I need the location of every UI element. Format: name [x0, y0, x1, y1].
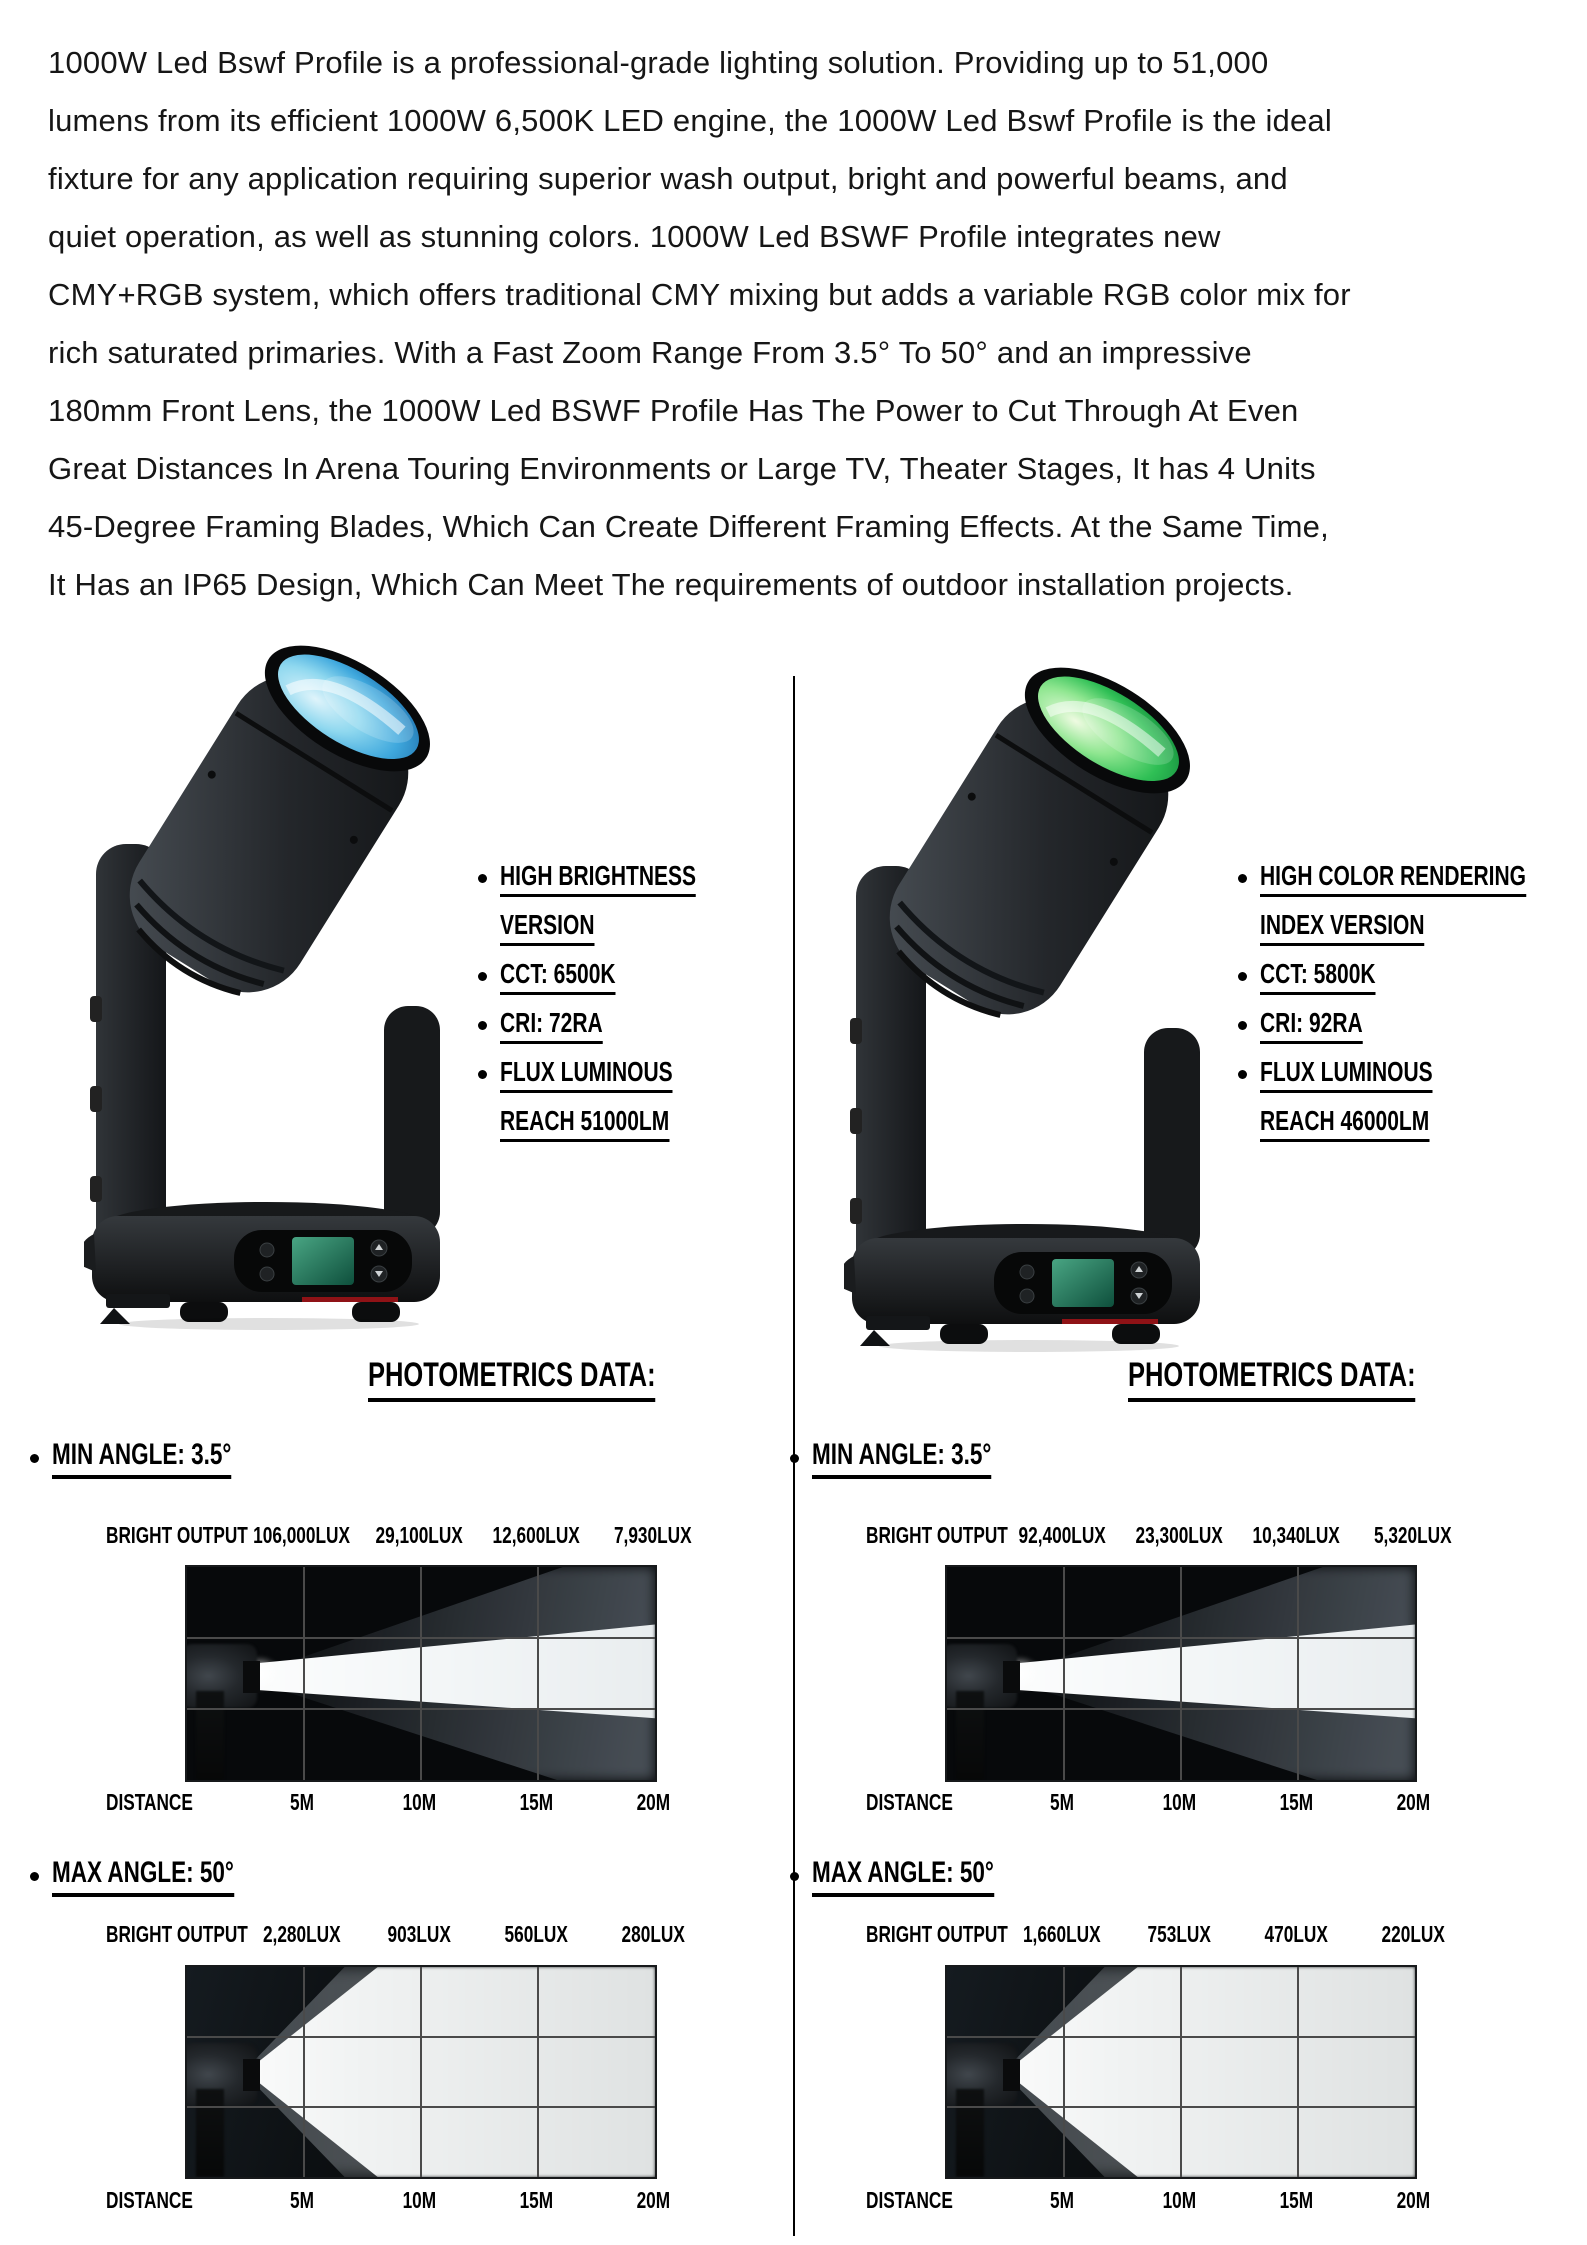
distance-value: 5M [1050, 2187, 1074, 2213]
distance-label: DISTANCE [106, 2187, 193, 2213]
distance-value: 15M [1279, 2187, 1313, 2213]
feature-text: REACH 46000LM [1260, 1105, 1429, 1142]
fixture-image-right [844, 638, 1216, 1353]
beam-diagram-max-right [945, 1965, 1417, 2179]
indicator-strip [302, 1297, 398, 1302]
distance-value: 20M [636, 1789, 670, 1815]
lux-value: 5,320LUX [1374, 1522, 1452, 1548]
feature-text: CRI: 72RA [500, 1007, 603, 1044]
lux-value: 560LUX [504, 1921, 568, 1947]
max-angle-heading-left [30, 1856, 295, 1897]
display-screen [1052, 1259, 1114, 1307]
list-item [1230, 1001, 1550, 1050]
lux-value: 7,930LUX [614, 1522, 692, 1548]
lux-value: 2,280LUX [263, 1921, 341, 1947]
indicator-strip [1062, 1319, 1158, 1324]
intro-line: It Has an IP65 Design, Which Can Meet The requirements of outdoor installation projects. [48, 567, 1294, 602]
display-screen [292, 1237, 354, 1285]
grid-overlay [187, 1967, 655, 2177]
angle-label: MIN ANGLE: 3.5° [812, 1438, 991, 1479]
distance-value: 20M [1396, 2187, 1430, 2213]
enter-button [260, 1267, 274, 1281]
feature-text: REACH 51000LM [500, 1105, 669, 1142]
feature-text: CCT: 6500K [500, 958, 616, 995]
feature-text: FLUX LUMINOUS [500, 1056, 673, 1093]
foot [1112, 1324, 1160, 1344]
distance-value: 5M [290, 1789, 314, 1815]
beam-diagram-min-left [185, 1565, 657, 1782]
grid-overlay [187, 1567, 655, 1780]
bullet-dot-icon [1238, 874, 1247, 883]
lux-value: 470LUX [1264, 1921, 1328, 1947]
lux-value: 1,660LUX [1023, 1921, 1101, 1947]
intro-line: 45-Degree Framing Blades, Which Can Create Different Framing Effects. At the Same Time, [48, 509, 1329, 544]
feature-text: VERSION [500, 909, 595, 946]
mounting-bracket [106, 1294, 170, 1308]
lux-value: 753LUX [1147, 1921, 1211, 1947]
list-item [1230, 903, 1550, 952]
lux-value: 92,400LUX [1018, 1522, 1106, 1548]
bullet-dot-icon [478, 1070, 487, 1079]
section-heading: PHOTOMETRICS DATA: [1128, 1356, 1416, 1402]
lux-value: 106,000LUX [253, 1522, 351, 1548]
photometrics-title-right [1128, 1356, 1511, 1402]
intro-line: fixture for any application requiring superior wash output, bright and powerful beams, and [48, 161, 1288, 196]
enter-button [1020, 1289, 1034, 1303]
bullet-dot-icon [478, 1021, 487, 1030]
bullet-dot-icon [790, 1872, 799, 1881]
lux-value: 23,300LUX [1135, 1522, 1223, 1548]
distance-value: 15M [1279, 1789, 1313, 1815]
list-item [470, 952, 790, 1001]
feature-text: CCT: 5800K [1260, 958, 1376, 995]
bullet-dot-icon [1238, 1021, 1247, 1030]
grid-overlay [947, 1967, 1415, 2177]
intro-line: 180mm Front Lens, the 1000W Led BSWF Profile Has The Power to Cut Through At Even [48, 393, 1299, 428]
list-item [1230, 1099, 1550, 1148]
bullet-dot-icon [790, 1454, 799, 1463]
lux-value: 903LUX [387, 1921, 451, 1947]
beam-diagram-max-left [185, 1965, 657, 2179]
list-item [470, 1099, 790, 1148]
feature-text: INDEX VERSION [1260, 909, 1425, 946]
feature-text: HIGH BRIGHTNESS [500, 860, 696, 897]
distance-value: 15M [519, 2187, 553, 2213]
list-item [1230, 1050, 1550, 1099]
lux-value: 12,600LUX [492, 1522, 580, 1548]
distance-value: 10M [1162, 1789, 1196, 1815]
bullet-dot-icon [30, 1454, 39, 1463]
distance-value: 10M [402, 1789, 436, 1815]
bullet-dot-icon [478, 972, 487, 981]
intro-line: rich saturated primaries. With a Fast Zoom Range From 3.5° To 50° and an impressive [48, 335, 1252, 370]
list-item [470, 903, 790, 952]
feature-text: CRI: 92RA [1260, 1007, 1363, 1044]
distance-value: 5M [290, 2187, 314, 2213]
feature-text: FLUX LUMINOUS [1260, 1056, 1433, 1093]
lux-value: 29,100LUX [375, 1522, 463, 1548]
feature-list-left [470, 854, 790, 1148]
distance-value: 20M [636, 2187, 670, 2213]
angle-label: MAX ANGLE: 50° [812, 1856, 994, 1897]
fixture-image-left [84, 616, 456, 1331]
list-item [470, 1001, 790, 1050]
angle-label: MAX ANGLE: 50° [52, 1856, 234, 1897]
intro-line: quiet operation, as well as stunning colors. 1000W Led BSWF Profile integrates new [48, 219, 1221, 254]
bullet-dot-icon [1238, 972, 1247, 981]
max-angle-heading-right [790, 1856, 1055, 1897]
bullet-dot-icon [1238, 1070, 1247, 1079]
section-heading: PHOTOMETRICS DATA: [368, 1356, 656, 1402]
bullet-dot-icon [30, 1872, 39, 1881]
distance-value: 20M [1396, 1789, 1430, 1815]
intro-line: lumens from its efficient 1000W 6,500K LED engine, the 1000W Led Bswf Profile is the ideal [48, 103, 1332, 138]
list-item [470, 1050, 790, 1099]
bullet-dot-icon [478, 874, 487, 883]
distance-value: 15M [519, 1789, 553, 1815]
min-angle-heading-right [790, 1438, 1051, 1479]
yoke-arm-right [1144, 1028, 1200, 1258]
intro-paragraph [48, 34, 1351, 614]
intro-line: Great Distances In Arena Touring Environments or Large TV, Theater Stages, It has 4 Units [48, 451, 1316, 486]
intro-line: 1000W Led Bswf Profile is a professional-grade lighting solution. Providing up to 51,000 [48, 45, 1269, 80]
feature-list-right [1230, 854, 1550, 1148]
photometrics-title-left [368, 1356, 751, 1402]
mounting-bracket [866, 1316, 930, 1330]
list-item [1230, 854, 1550, 903]
output-label: BRIGHT OUTPUT [106, 1921, 248, 1947]
distance-value: 5M [1050, 1789, 1074, 1815]
foot [352, 1302, 400, 1322]
menu-button [260, 1243, 274, 1257]
grid-overlay [947, 1567, 1415, 1780]
lux-value: 220LUX [1381, 1921, 1445, 1947]
menu-button [1020, 1265, 1034, 1279]
list-item [470, 854, 790, 903]
output-label: BRIGHT OUTPUT [106, 1522, 248, 1548]
min-angle-heading-left [30, 1438, 291, 1479]
angle-label: MIN ANGLE: 3.5° [52, 1438, 231, 1479]
intro-line: CMY+RGB system, which offers traditional CMY mixing but adds a variable RGB color mix for [48, 277, 1351, 312]
yoke-arm-right [384, 1006, 440, 1236]
output-label: BRIGHT OUTPUT [866, 1921, 1008, 1947]
list-item [1230, 952, 1550, 1001]
distance-label: DISTANCE [866, 1789, 953, 1815]
distance-label: DISTANCE [866, 2187, 953, 2213]
distance-value: 10M [1162, 2187, 1196, 2213]
output-label: BRIGHT OUTPUT [866, 1522, 1008, 1548]
beam-diagram-min-right [945, 1565, 1417, 1782]
lux-value: 10,340LUX [1252, 1522, 1340, 1548]
feature-text: HIGH COLOR RENDERING [1260, 860, 1526, 897]
distance-label: DISTANCE [106, 1789, 193, 1815]
lux-value: 280LUX [621, 1921, 685, 1947]
distance-value: 10M [402, 2187, 436, 2213]
